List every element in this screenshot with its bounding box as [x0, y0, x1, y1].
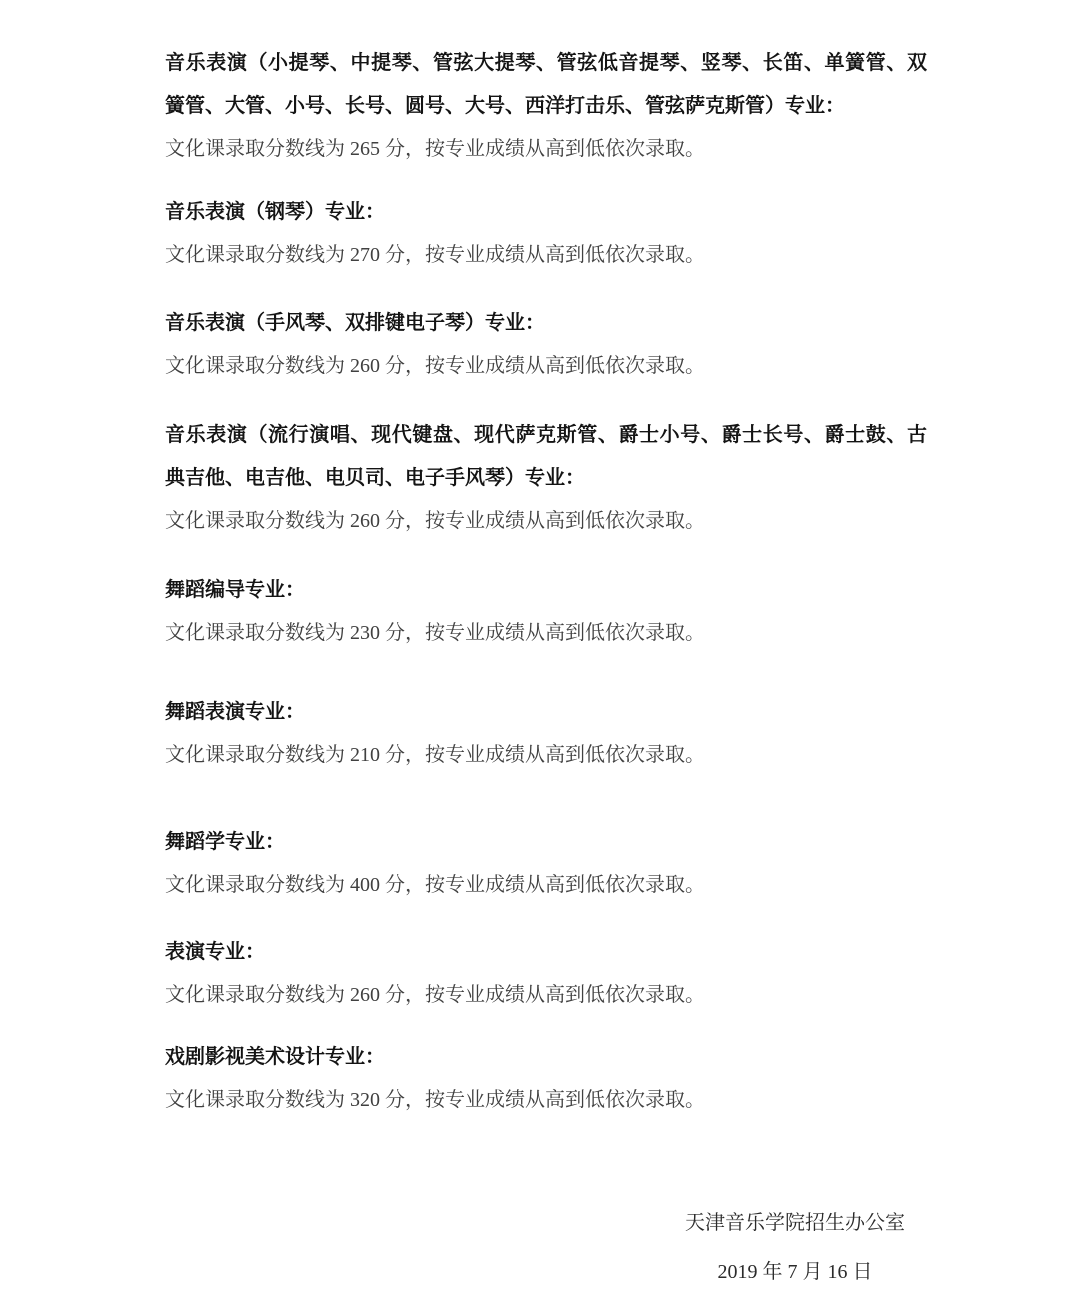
section-music-performance-orchestral	[165, 42, 927, 171]
section-title-line: 音乐表演（钢琴）专业：	[165, 201, 385, 223]
section-title-line: 典吉他、电吉他、电贝司、电子手风琴）专业：	[165, 467, 585, 489]
section-dance-choreography	[165, 569, 927, 655]
section-dance-studies	[165, 821, 927, 907]
section-stage-art-design	[165, 1036, 927, 1122]
section-music-performance-piano	[165, 191, 927, 277]
section-title-line: 舞蹈编导专业：	[165, 579, 305, 601]
section-title-line: 音乐表演（手风琴、双排键电子琴）专业：	[165, 312, 545, 334]
section-detail: 文化课录取分数线为 260 分，按专业成绩从高到低依次录取。	[165, 984, 705, 1006]
section-title-line: 音乐表演（流行演唱、现代键盘、现代萨克斯管、爵士小号、爵士长号、爵士鼓、古	[165, 424, 927, 446]
section-title-line: 舞蹈表演专业：	[165, 701, 305, 723]
section-title-line: 表演专业：	[165, 941, 265, 963]
section-acting	[165, 931, 927, 1017]
section-dance-performance	[165, 691, 927, 777]
section-detail: 文化课录取分数线为 270 分，按专业成绩从高到低依次录取。	[165, 244, 705, 266]
section-detail: 文化课录取分数线为 265 分，按专业成绩从高到低依次录取。	[165, 138, 705, 160]
section-detail: 文化课录取分数线为 400 分，按专业成绩从高到低依次录取。	[165, 874, 705, 896]
section-title-line: 戏剧影视美术设计专业：	[165, 1046, 385, 1068]
section-detail: 文化课录取分数线为 260 分，按专业成绩从高到低依次录取。	[165, 355, 705, 377]
section-detail: 文化课录取分数线为 320 分，按专业成绩从高到低依次录取。	[165, 1089, 705, 1111]
section-detail: 文化课录取分数线为 210 分，按专业成绩从高到低依次录取。	[165, 744, 705, 766]
section-title-line: 音乐表演（小提琴、中提琴、管弦大提琴、管弦低音提琴、竖琴、长笛、单簧管、双	[165, 52, 927, 74]
footer-date: 2019 年 7 月 16 日	[717, 1261, 873, 1283]
section-detail: 文化课录取分数线为 260 分，按专业成绩从高到低依次录取。	[165, 510, 705, 532]
section-detail: 文化课录取分数线为 230 分，按专业成绩从高到低依次录取。	[165, 622, 705, 644]
section-music-performance-pop	[165, 414, 927, 543]
footer-signature: 天津音乐学院招生办公室	[685, 1212, 905, 1234]
section-title-line: 簧管、大管、小号、长号、圆号、大号、西洋打击乐、管弦萨克斯管）专业：	[165, 95, 845, 117]
section-title-line: 舞蹈学专业：	[165, 831, 285, 853]
section-music-performance-accordion	[165, 302, 927, 388]
